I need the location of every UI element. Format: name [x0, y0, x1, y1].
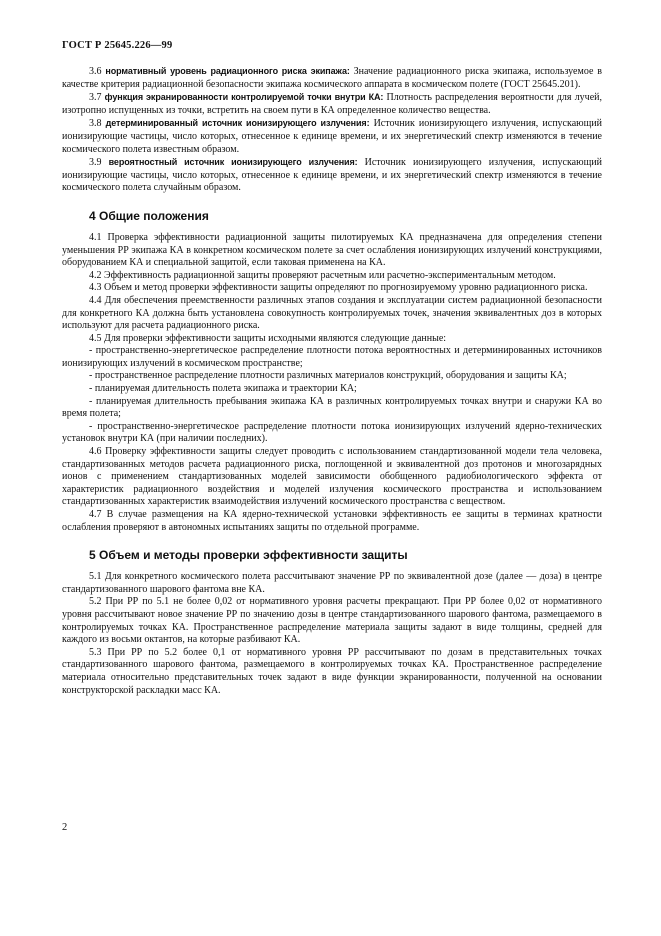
paragraph: 5.1 Для конкретного космического полета рассчитывают значение РР по эквивалентной дозе (далее — доза) в центре стандартизованного шарового фантома вне КА. — [62, 571, 602, 595]
term: нормативный уровень радиационного риска экипажа: — [105, 66, 350, 76]
term: детерминированный источник ионизирующего излучения: — [105, 118, 370, 129]
term: функция экранированности контролируемой точки внутри КА: — [104, 92, 384, 103]
paragraph: 4.4 Для обеспечения преемственности различных этапов создания и эксплуатации систем радиационной безопасности для конкретного КА должна быть установлена совокупность контролируемых точек, значения эквивалентных доз в которых используют для расчета радиационного риска. — [62, 294, 602, 332]
definition-3-9: 3.9 вероятностный источник ионизирующего излучения: Источник ионизирующего излучения, испускающий ионизирующие частицы, число которых, отнесенное к единице времени, и их энергетический спектр изменяются в течение космического полета случайным образом. — [62, 157, 602, 194]
document-page — [62, 40, 602, 697]
page-number: 2 — [62, 822, 68, 833]
document-header: ГОСТ Р 25645.226—99 — [62, 40, 173, 51]
paragraph: 4.3 Объем и метод проверки эффективности защиты определяют по прогнозируемому уровню радиационного риска. — [89, 282, 588, 294]
list-item: - пространственно-энергетическое распределение плотности потока вероятностных и детерминированных источников ионизирующих излучений в космическом пространстве; — [62, 345, 602, 369]
list-item: - планируемая длительность пребывания экипажа КА в различных контролируемых точках внутри и снаружи КА во время полета; — [62, 395, 602, 420]
paragraph: 4.1 Проверка эффективности радиационной защиты пилотируемых КА предназначена для определения степени уменьшения РР экипажа КА в конкретном космическом полете за счет ослабления ионизирующих излучений конструкциями, оборудованием КА и специальной защитой, если таковая применена на КА. — [62, 231, 602, 269]
definition-3-7: 3.7 функция экранированности контролируемой точки внутри КА: Плотность распределения вероятности для лучей, изотропно испущенных из точки, встретить на своем пути в КА определенное количество вещества. — [62, 92, 602, 116]
section-5-heading: 5 Объем и методы проверки эффективности защиты — [89, 548, 408, 563]
paragraph: 4.2 Эффективность радиационной защиты проверяют расчетным или расчетно-экспериментальным методом. — [89, 269, 556, 281]
definition-3-8: 3.8 детерминированный источник ионизирующего излучения: Источник ионизирующего излучения, испускающий ионизирующие частицы, число которых, отнесенное к единице времени, и их энергетический спектр изменяются в течение космического полета известным образом. — [62, 118, 603, 155]
list-item: - планируемая длительность полета экипажа и траектории КА; — [89, 383, 357, 395]
paragraph: 4.7 В случае размещения на КА ядерно-технической установки эффективность ее защиты в терминах кратности ослабления проверяют в автономных испытаниях защиты по отдельной программе. — [62, 509, 602, 533]
list-item: - пространственно-энергетическое распределение плотности потока ионизирующих излучений ядерно-технических установок внутри КА (при наличии последних). — [62, 420, 602, 445]
paragraph: 4.6 Проверку эффективности защиты следует проводить с использованием стандартизованной модели тела человека, стандартизованных методов расчета радиационного риска, поглощенной и эквивалентной доз протонов и многозарядных ионов с применением стандартизованных моделей зависимости обобщенного радиобиологического эффекта от характеристик радиационного воздействия и моделей излучения космического пространства и использованием стандартизованных характеристик взаимодействия излучений космического пространства с веществом. — [62, 446, 602, 508]
paragraph: 5.3 При РР по 5.2 более 0,1 от нормативного уровня РР рассчитывают по дозам в представительных точках стандартизованного шарового фантома, размещаемого в контролируемых точках КА. Пространственное распределение материала относительно представительных точек задают в виде функции экранированности, полученной на основании конструкторской раскладки масс КА. — [62, 646, 602, 696]
term: вероятностный источник ионизирующего излучения: — [108, 157, 358, 168]
definition-3-6: 3.6 нормативный уровень радиационного риска экипажа: Значение радиационного риска экипажа, используемое в качестве критерия радиационной безопасности экипажа космического аппарата в космическом полете (ГОСТ 25645.201). — [62, 66, 602, 90]
list-item: - пространственное распределение плотности различных материалов конструкций, оборудования и защиты КА; — [89, 370, 567, 382]
paragraph: 5.2 При РР по 5.1 не более 0,02 от нормативного уровня расчеты прекращают. При РР более 0,02 от нормативного уровня рассчитывают новое значение РР по значению дозы в центре стандартизованного шарового фантома, размещаемого в контролируемых точках КА. Пространственное распределение материала защиты задают в виде толщины, средней для каждого из восьми октантов, на которые разбивают КА. — [62, 596, 602, 646]
section-4-heading: 4 Общие положения — [89, 208, 209, 223]
paragraph: 4.5 Для проверки эффективности защиты исходными являются следующие данные: — [89, 332, 447, 344]
